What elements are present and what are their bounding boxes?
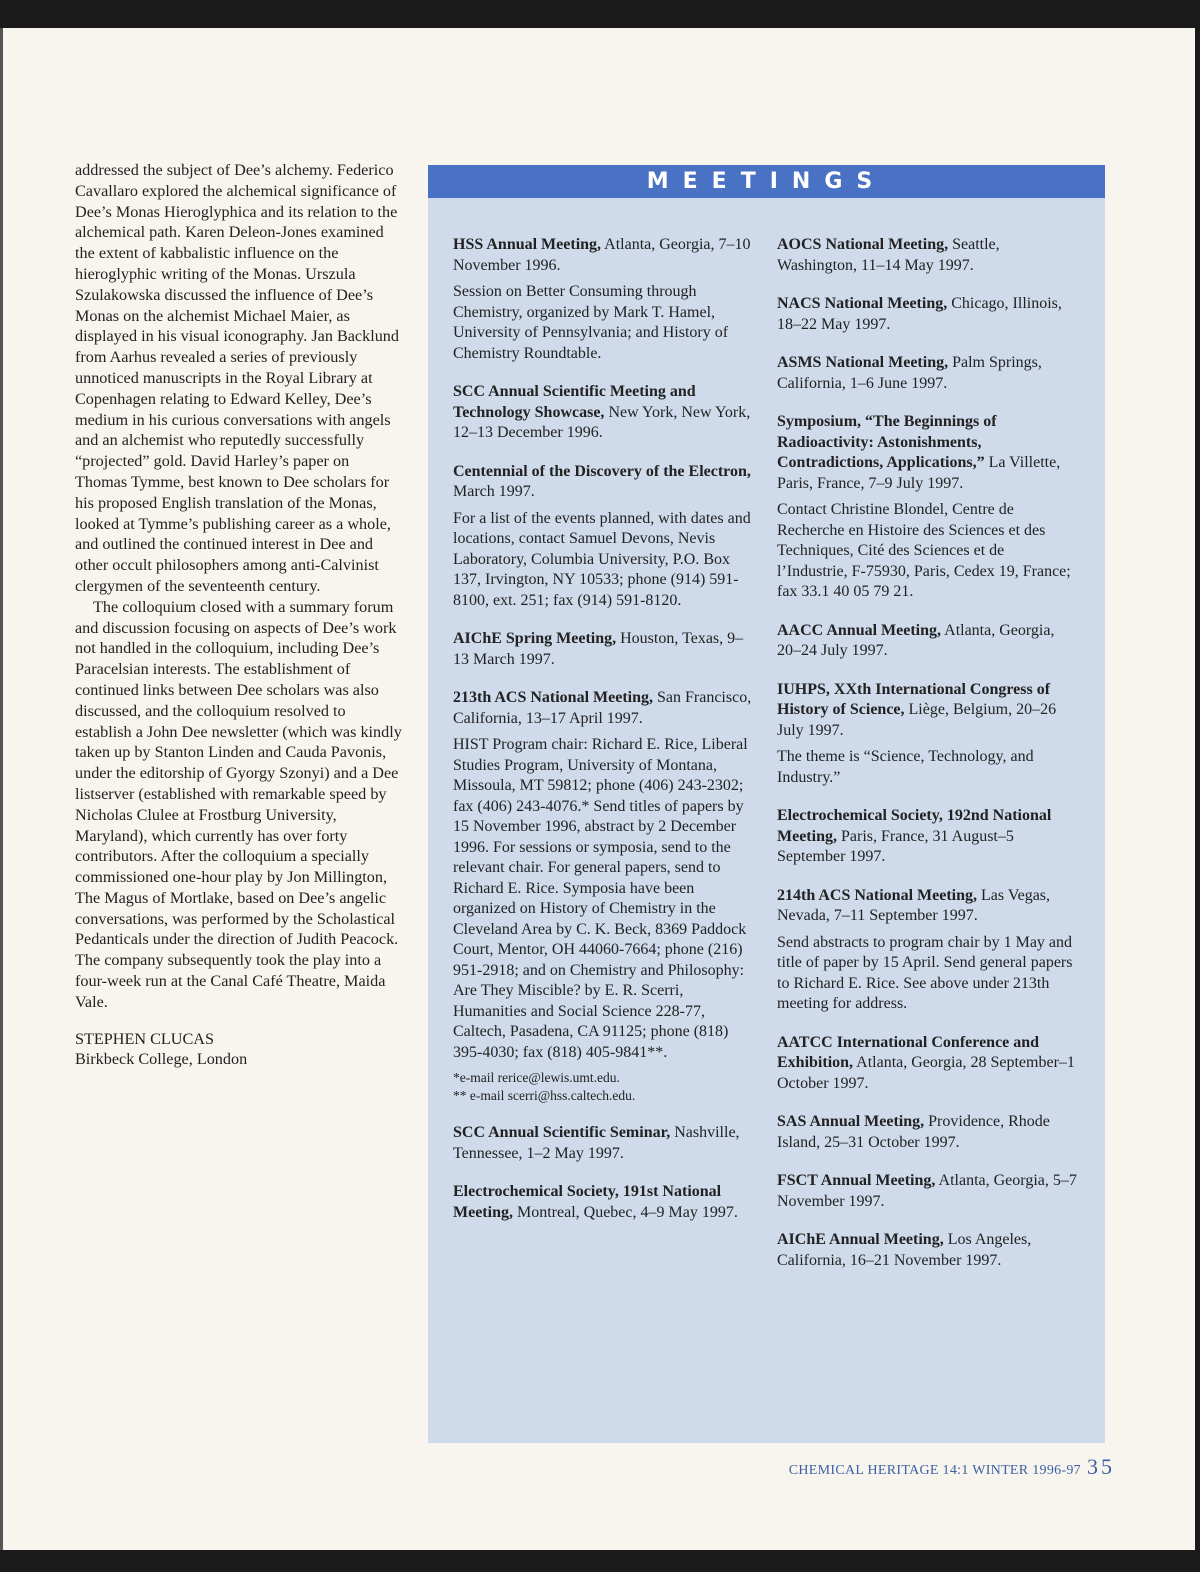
- meeting-entry: [777, 353, 1077, 394]
- meeting-name: SAS Annual Meeting,: [777, 1113, 925, 1130]
- meeting-entry: [777, 1112, 1077, 1153]
- meeting-heading: [777, 412, 1077, 494]
- meeting-details: San Francisco, California, 13–17 April 1997.: [453, 689, 752, 727]
- meeting-note: Session on Better Consuming through Chemistry, organized by Mark T. Hamel, University of Pennsylvania; and History of Chemistry Roundtable.: [453, 283, 729, 362]
- meeting-entry: [777, 806, 1077, 868]
- meeting-entry: [777, 1230, 1077, 1271]
- meeting-details: Los Angeles, California, 16–21 November 1997.: [777, 1231, 1032, 1269]
- meeting-entry: [777, 235, 1077, 276]
- author-name: STEPHEN CLUCAS: [75, 1029, 214, 1048]
- meeting-entry: [453, 1123, 753, 1164]
- meeting-heading: [777, 294, 1077, 335]
- meeting-name: IUHPS, XXth International Congress of History of Science,: [777, 680, 1051, 718]
- meeting-details: Palm Springs, California, 1–6 June 1997.: [777, 354, 1042, 392]
- meeting-heading: [453, 629, 753, 670]
- meeting-heading: [777, 353, 1077, 394]
- meeting-entry: [777, 621, 1077, 662]
- meeting-entry: [453, 462, 753, 612]
- meeting-heading: [453, 1123, 753, 1164]
- meeting-name: AIChE Annual Meeting,: [777, 1231, 944, 1248]
- page-spine: [0, 28, 3, 1550]
- meeting-details: Houston, Texas, 9–13 March 1997.: [453, 630, 744, 668]
- meeting-heading: [777, 621, 1077, 662]
- article-paragraph: addressed the subject of Dee’s alchemy. Federico Cavallaro explored the alchemical significance of Dee’s Monas Hieroglyphica and its relation to the alchemical path. Karen Deleon-Jones examined the extent of kabbalistic influence on the hieroglyphic writing of the Monas. Urszula Szulakowska discussed the influence of Dee’s Monas on the alchemist Michael Maier, as displayed in his visual iconography. Jan Backlund from Aarhus revealed a series of previously unnoticed manuscripts in the Royal Library at Copenhagen relating to Edward Kelley, Dee’s medium in his curious conversations with angels and an alchemist who reputedly successfully “projected” gold. David Harley’s paper on Thomas Tymme, best known to Dee scholars for his proposed English translation of the Monas, looked at Tymme’s publishing career as a whole, and outlined the continued interest in Dee and other occult philosophers among anti-Calvinist clergymen of the seventeenth century.: [75, 161, 399, 595]
- meeting-details: Las Vegas, Nevada, 7–11 September 1997.: [777, 886, 1051, 924]
- meetings-column-2: [777, 235, 1077, 1289]
- meeting-entry: [453, 382, 753, 444]
- meeting-entry: [777, 1033, 1077, 1095]
- meeting-name: SCC Annual Scientific Meeting and Technology Showcase,: [453, 383, 696, 421]
- meeting-name: AATCC International Conference and Exhibition,: [777, 1033, 1040, 1071]
- meeting-entry: [777, 294, 1077, 335]
- meeting-heading: [777, 1230, 1077, 1271]
- meeting-name: Centennial of the Discovery of the Electron,: [453, 462, 751, 480]
- meeting-details: Seattle, Washington, 11–14 May 1997.: [777, 236, 1000, 274]
- author-affiliation: Birkbeck College, London: [75, 1050, 248, 1069]
- article-column: [75, 160, 405, 1070]
- meeting-heading: [777, 806, 1077, 868]
- page-number: 35: [1087, 1454, 1115, 1479]
- meeting-heading: [777, 886, 1077, 927]
- meeting-details: New York, New York, 12–13 December 1996.: [453, 403, 751, 441]
- meeting-footnote: ** e-mail scerri@hss.caltech.edu.: [453, 1088, 636, 1103]
- publication-info: CHEMICAL HERITAGE 14:1 WINTER 1996-97: [788, 1463, 1081, 1478]
- meeting-name: AACC Annual Meeting,: [777, 621, 942, 639]
- meeting-entry: [453, 1182, 753, 1223]
- meeting-heading: [777, 1033, 1077, 1095]
- meeting-heading: [453, 1182, 753, 1223]
- meeting-note: Send abstracts to program chair by 1 May and title of paper by 15 April. Send general papers to Richard E. Rice. See above under 213th meeting for address.: [777, 933, 1073, 1012]
- meeting-entry: [777, 412, 1077, 603]
- meeting-details: La Villette, Paris, France, 7–9 July 1997.: [777, 454, 1061, 492]
- meeting-details: Chicago, Illinois, 18–22 May 1997.: [777, 295, 1062, 333]
- meeting-name: Symposium, “The Beginnings of Radioactivity: Astonishments, Contradictions, Applications,”: [777, 413, 997, 471]
- meeting-details: Providence, Rhode Island, 25–31 October 1997.: [777, 1113, 1050, 1151]
- meeting-heading: [453, 382, 753, 444]
- meeting-details: Atlanta, Georgia, 28 September–1 October 1997.: [777, 1054, 1075, 1092]
- meeting-entry: [453, 235, 753, 364]
- meeting-name: 213th ACS National Meeting,: [453, 689, 653, 706]
- meeting-details: Atlanta, Georgia, 7–10 November 1996.: [453, 236, 751, 274]
- article-paragraph: The colloquium closed with a summary forum and discussion focusing on aspects of Dee’s work not handled in the colloquium, including Dee’s Paracelsian interests. The establishment of continued links between Dee scholars was also discussed, and the colloquium resolved to establish a John Dee newsletter (which was kindly taken up by Stanton Linden and Cauda Pavonis, under the editorship of Gyorgy Szonyi) and a Dee listserver (established with remarkable speed by Nicholas Clulee at Frostburg University, Maryland), which currently has over forty contributors. After the colloquium a specially commissioned one-hour play by Jon Millington, The Magus of Mortlake, based on Dee’s angelic conversations, was performed by the Scholastical Pedanticals under the direction of Judith Peacock. The company subsequently took the play into a four-week run at the Canal Café Theatre, Maida Vale.: [75, 597, 402, 1011]
- meeting-entry: [453, 688, 753, 1105]
- meeting-heading: [453, 235, 753, 276]
- meetings-column-1: [453, 235, 753, 1241]
- meeting-details: Atlanta, Georgia, 20–24 July 1997.: [777, 621, 1055, 659]
- meetings-title: MEETINGS: [428, 165, 1105, 198]
- meeting-details: Liège, Belgium, 20–26 July 1997.: [777, 701, 1057, 739]
- meeting-heading: [777, 1112, 1077, 1153]
- meeting-name: FSCT Annual Meeting,: [777, 1172, 936, 1189]
- meeting-entry: [777, 1171, 1077, 1212]
- meeting-note: HIST Program chair: Richard E. Rice, Liberal Studies Program, University of Montana, Missoula, MT 59812; phone (406) 243-2302; fax (406) 243-4076.* Send titles of papers by 15 November 1996, abstract by 2 December 1996. For sessions or symposia, send to the relevant chair. For general papers, send to Richard E. Rice. Symposia have been organized on History of Chemistry in the Cleveland Area by C. K. Beck, 8369 Paddock Court, Mentor, OH 44060-7664; phone (216) 951-2918; and on Chemistry and Philosophy: Are They Miscible? by E. R. Scerri, Humanities and Social Science 228-77, Caltech, Pasadena, CA 91125; phone (818) 395-4030; fax (818) 405-9841**.: [453, 736, 748, 1061]
- meeting-footnote: *e-mail rerice@lewis.umt.edu.: [453, 1070, 620, 1085]
- page: [0, 28, 1195, 1550]
- meeting-note: For a list of the events planned, with dates and locations, contact Samuel Devons, Nevis Laboratory, Columbia University, P.O. Box 137, Irvington, NY 10533; phone (914) 591-8100, ext. 251; fax (914) 591-8120.: [453, 509, 751, 609]
- meeting-name: ASMS National Meeting,: [777, 354, 949, 371]
- meeting-name: SCC Annual Scientific Seminar,: [453, 1124, 671, 1141]
- meeting-note: The theme is “Science, Technology, and Industry.”: [777, 748, 1034, 786]
- meetings-box: [428, 165, 1105, 1443]
- meeting-heading: [453, 462, 753, 503]
- meeting-name: Electrochemical Society, 192nd National Meeting,: [777, 807, 1052, 845]
- meeting-name: NACS National Meeting,: [777, 295, 948, 312]
- meeting-heading: [453, 688, 753, 729]
- meeting-entry: [453, 629, 753, 670]
- meeting-details: March 1997.: [453, 483, 535, 500]
- page-footer: [789, 1454, 1115, 1480]
- meeting-note: Contact Christine Blondel, Centre de Recherche en Histoire des Sciences et des Techniques, Cité des Sciences et de l’Industrie, F-75930, Paris, Cedex 19, France; fax 33.1 40 05 79 21.: [777, 501, 1071, 600]
- meeting-name: HSS Annual Meeting,: [453, 236, 602, 253]
- meeting-heading: [777, 680, 1077, 742]
- meeting-name: AIChE Spring Meeting,: [453, 630, 617, 647]
- meeting-details: Montreal, Quebec, 4–9 May 1997.: [512, 1203, 738, 1221]
- meeting-entry: [777, 680, 1077, 789]
- meeting-details: Atlanta, Georgia, 5–7 November 1997.: [777, 1172, 1077, 1210]
- meeting-name: Electrochemical Society, 191st National Meeting,: [453, 1183, 722, 1221]
- meeting-heading: [777, 1171, 1077, 1212]
- meeting-name: AOCS National Meeting,: [777, 236, 949, 253]
- meeting-entry: [777, 886, 1077, 1015]
- meeting-name: 214th ACS National Meeting,: [777, 886, 977, 904]
- meeting-details: Paris, France, 31 August–5 September 1997.: [777, 827, 1014, 865]
- meeting-heading: [777, 235, 1077, 276]
- meeting-details: Nashville, Tennessee, 1–2 May 1997.: [453, 1124, 740, 1162]
